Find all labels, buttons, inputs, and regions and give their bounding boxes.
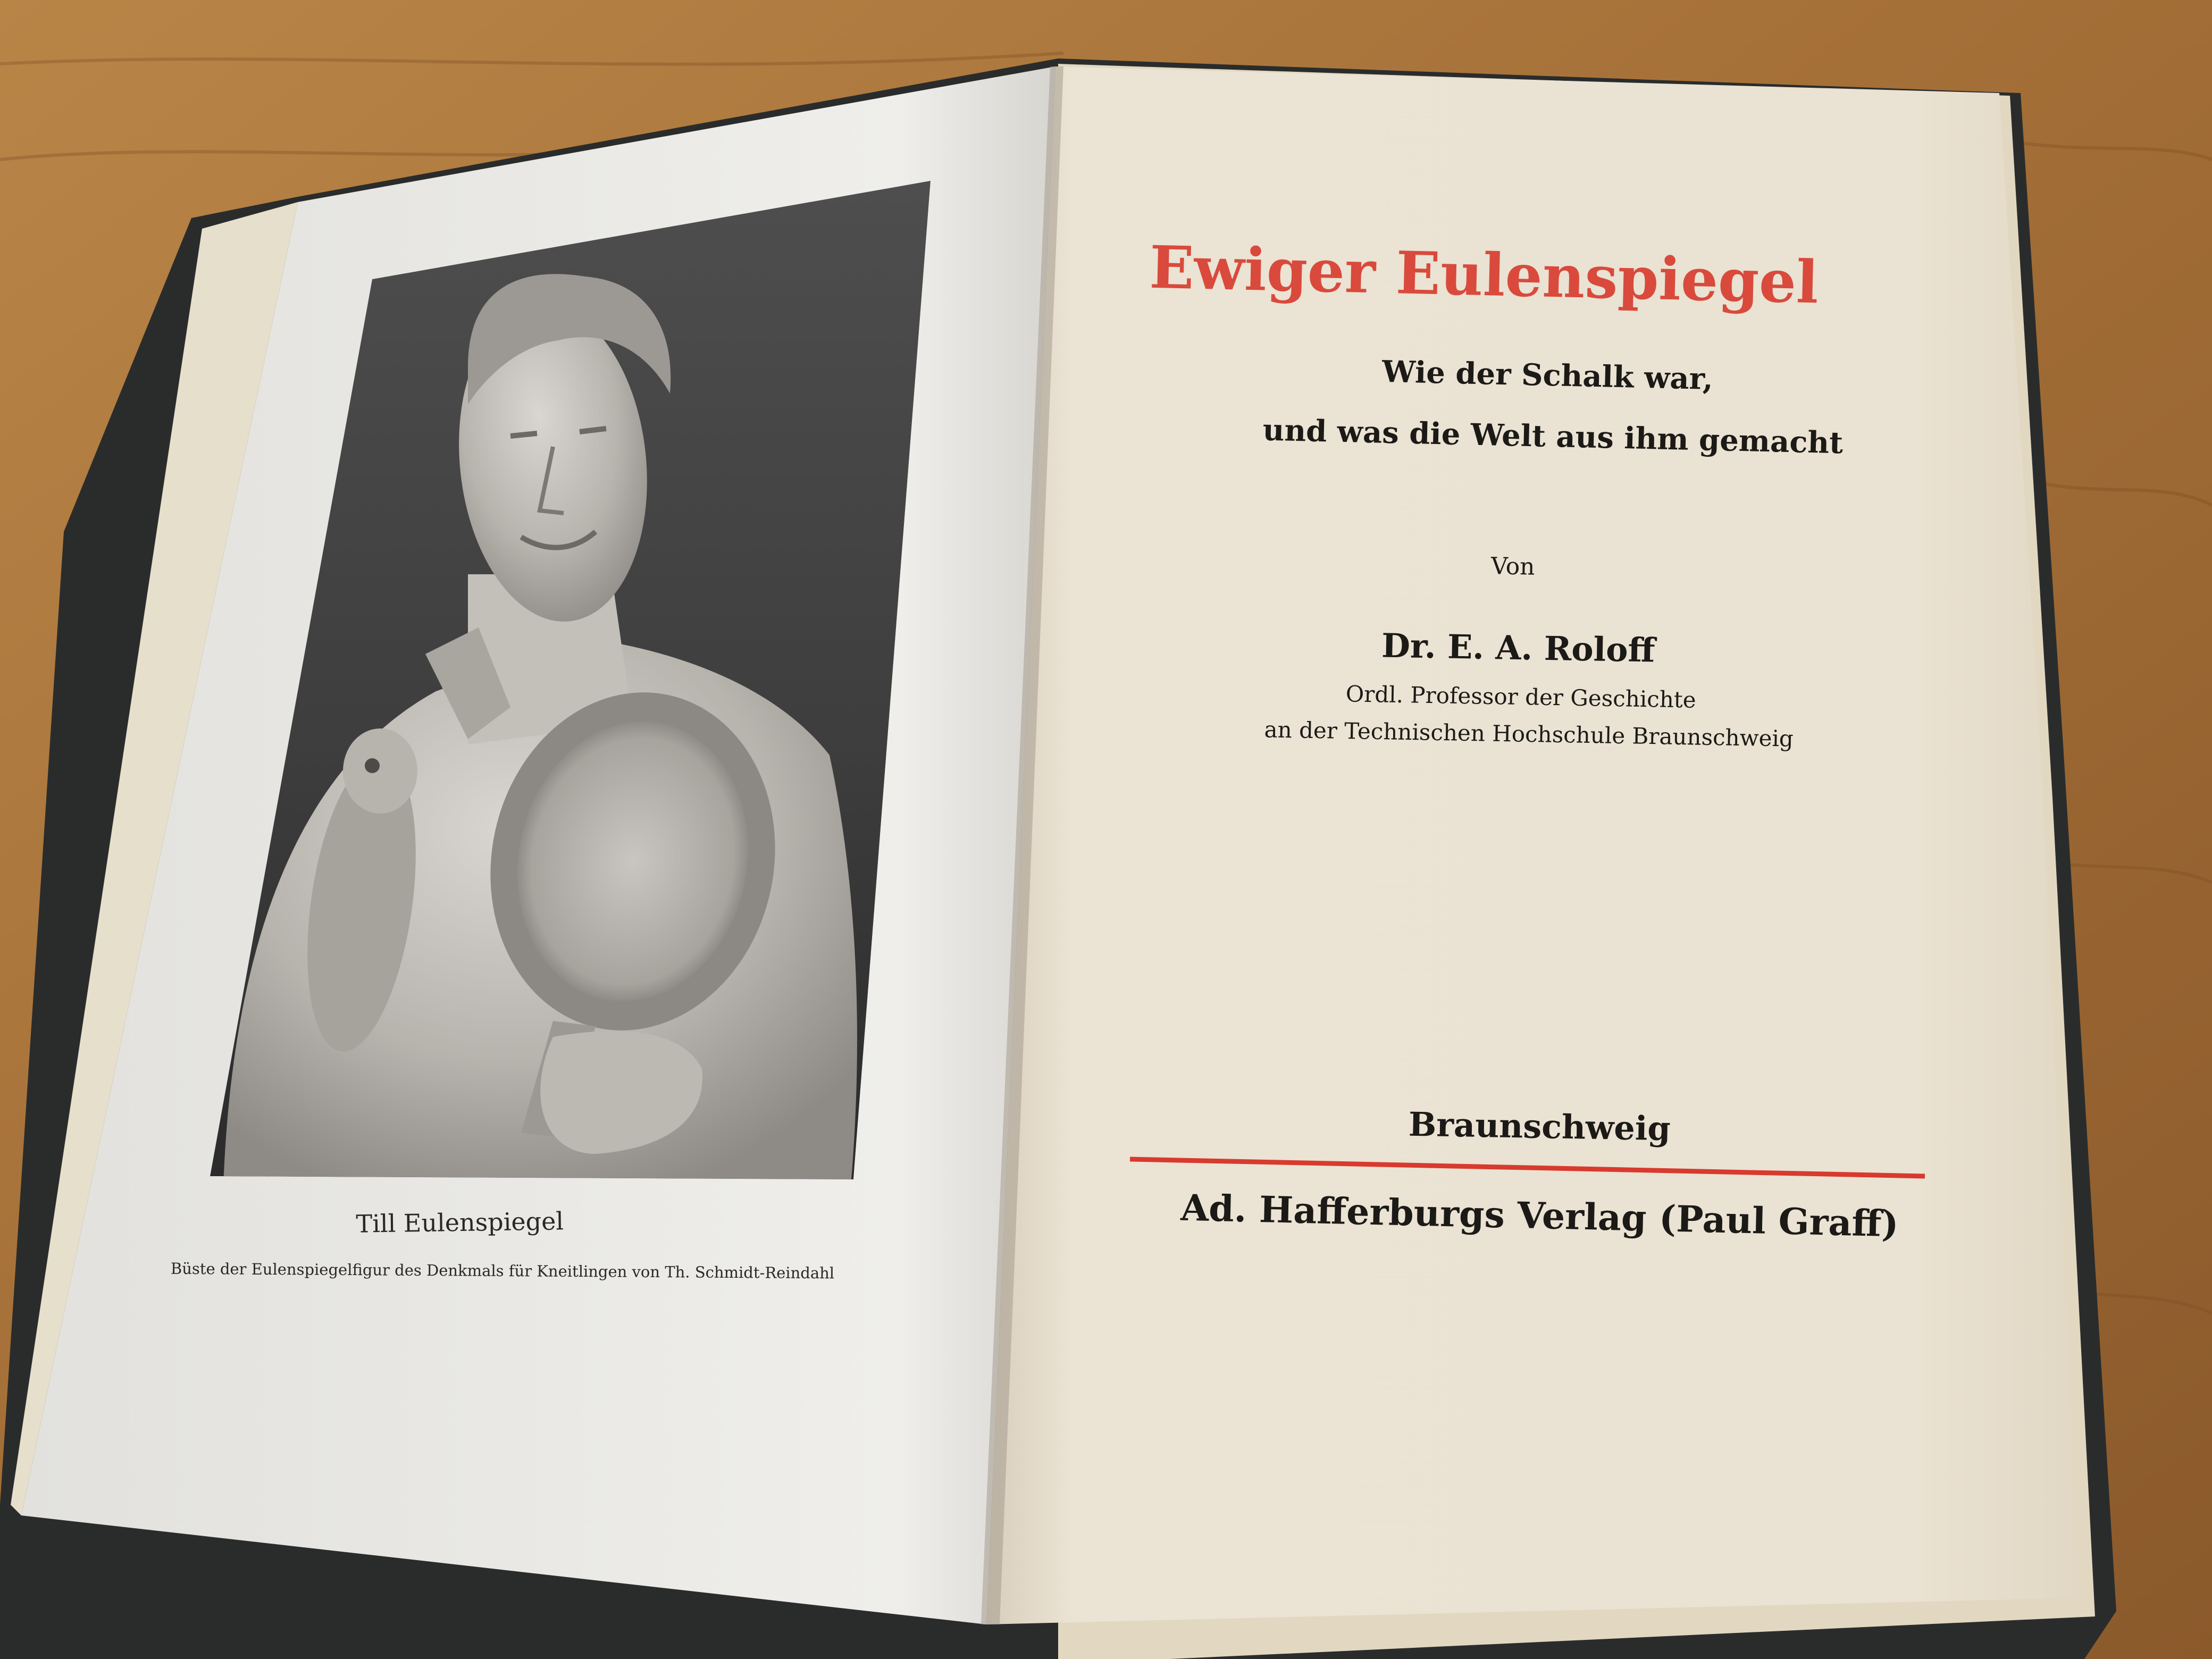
subtitle-line-2: und was die Welt aus ihm gemacht xyxy=(1262,412,1844,461)
caption-title: Till Eulenspiegel xyxy=(356,1206,564,1238)
caption-subtitle: Büste der Eulenspiegelfigur des Denkmals für Kneitlingen von Th. Schmidt-Reindahl xyxy=(170,1259,835,1283)
author-title-line-2: an der Technischen Hochschule Braunschweig xyxy=(1264,716,1794,752)
publisher: Ad. Hafferburgs Verlag (Paul Graff) xyxy=(1180,1186,1899,1246)
author-name: Dr. E. A. Roloff xyxy=(1381,626,1656,670)
publication-place: Braunschweig xyxy=(1408,1104,1671,1149)
by-label: Von xyxy=(1490,552,1535,581)
subtitle-line-1: Wie der Schalk war, xyxy=(1381,354,1714,397)
author-title-line-1: Ordl. Professor der Geschichte xyxy=(1345,681,1697,713)
book-title: Ewiger Eulenspiegel xyxy=(1149,232,1820,317)
